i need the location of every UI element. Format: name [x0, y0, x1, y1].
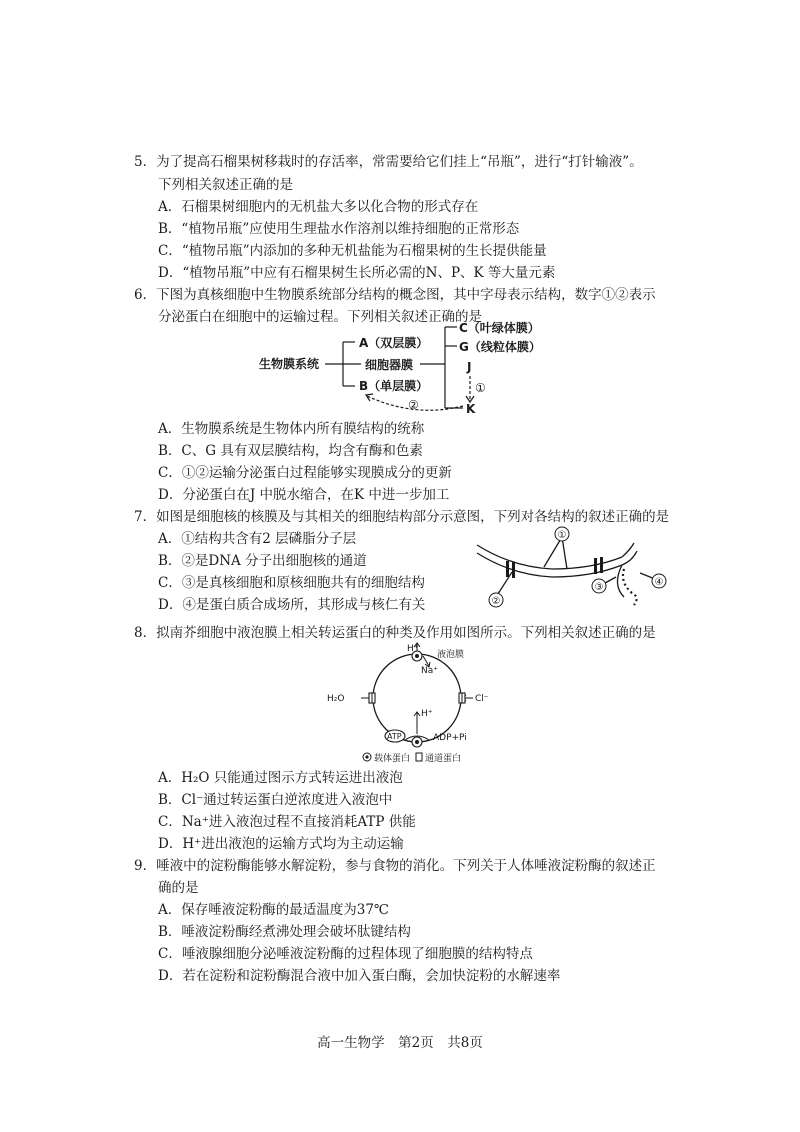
diagram6-a: A（双层膜） — [359, 336, 429, 350]
diagram8-legend-carrier: 载体蛋白 — [374, 754, 411, 764]
diagram6-organelle: 细胞器膜 — [365, 358, 414, 372]
q7-option-a: A．①结构共含有2 层磷脂分子层 — [158, 531, 357, 547]
diagram6-num2: ② — [408, 398, 419, 412]
diagram8-h-top: H⁺ — [407, 644, 419, 654]
diagram6-j: J — [467, 360, 472, 374]
diagram8-membrane: 液泡膜 — [437, 650, 465, 660]
diagram8-legend-channel: 通道蛋白 — [425, 754, 462, 764]
diagram6-k: K — [466, 402, 476, 416]
q7-stem-1: 7．如图是细胞核的核膜及与其相关的细胞结构部分示意图，下列对各结构的叙述正确的是 — [134, 509, 670, 525]
nuclear-envelope-diagram — [472, 525, 672, 610]
q9-option-d: D．若在淀粉和淀粉酶混合液中加入蛋白酶，会加快淀粉的水解速率 — [158, 968, 561, 984]
q7-option-b: B．②是DNA 分子出细胞核的通道 — [158, 553, 367, 569]
biomembrane-concept-diagram — [255, 318, 555, 418]
q8-option-d: D．H⁺进出液泡的运输方式均为主动运输 — [158, 836, 404, 852]
q9-option-a: A．保存唾液淀粉酶的最适温度为37℃ — [158, 902, 390, 918]
diagram7-label-3: ③ — [594, 582, 604, 593]
q5-option-c: C．“植物吊瓶”内添加的多种无机盐能为石榴果树的生长提供能量 — [158, 243, 547, 259]
q5-option-a: A．石榴果树细胞内的无机盐大多以化合物的形式存在 — [158, 199, 479, 215]
q9-option-b: B．唾液淀粉酶经煮沸处理会破坏肽键结构 — [158, 924, 411, 940]
diagram8-atp: ATP — [387, 732, 402, 741]
diagram6-root: 生物膜系统 — [259, 357, 320, 371]
diagram6-g: G（线粒体膜） — [459, 340, 541, 354]
page-footer: 高一生物学 第2页 共8页 — [317, 1035, 483, 1051]
diagram6-c: C（叶绿体膜） — [459, 321, 540, 335]
diagram8-cl: Cl⁻ — [475, 694, 489, 704]
q9-option-c: C．唾液腺细胞分泌唾液淀粉酶的过程体现了细胞膜的结构特点 — [158, 946, 533, 962]
diagram8-na: Na⁺ — [421, 666, 438, 676]
q8-option-a: A．H₂O 只能通过图示方式转运进出液泡 — [158, 770, 403, 786]
q6-option-d: D．分泌蛋白在J 中脱水缩合，在K 中进一步加工 — [158, 487, 450, 503]
q5-stem-2: 下列相关叙述正确的是 — [158, 177, 293, 193]
q6-stem-2: 分泌蛋白在细胞中的运输过程。下列相关叙述正确的是 — [158, 309, 482, 325]
q7-option-c: C．③是真核细胞和原核细胞共有的细胞结构 — [158, 575, 425, 591]
diagram6-num1: ① — [475, 381, 486, 395]
diagram8-adp: ADP+Pi — [433, 733, 467, 743]
q8-stem-1: 8．拟南芥细胞中液泡膜上相关转运蛋白的种类及作用如图所示。下列相关叙述正确的是 — [134, 625, 656, 641]
diagram7-label-1: ① — [557, 530, 567, 541]
diagram7-label-4: ④ — [654, 577, 664, 588]
q6-option-b: B．C、G 具有双层膜结构，均含有酶和色素 — [158, 443, 423, 459]
q9-stem-1: 9．唾液中的淀粉酶能够水解淀粉，参与食物的消化。下列关于人体唾液淀粉酶的叙述正 — [134, 858, 656, 874]
diagram6-b: B（单层膜） — [359, 379, 429, 393]
diagram7-label-2: ② — [491, 596, 501, 607]
vacuole-transport-diagram — [325, 642, 495, 764]
diagram8-h2o: H₂O — [327, 694, 345, 704]
q8-option-c: C．Na⁺进入液泡过程不直接消耗ATP 供能 — [158, 814, 416, 830]
q6-stem-1: 6．下图为真核细胞中生物膜系统部分结构的概念图，其中字母表示结构，数字①②表示 — [134, 287, 656, 303]
q7-option-d: D．④是蛋白质合成场所，其形成与核仁有关 — [158, 597, 426, 613]
q6-option-c: C．①②运输分泌蛋白过程能够实现膜成分的更新 — [158, 465, 452, 481]
q5-option-b: B．“植物吊瓶”应使用生理盐水作溶剂以维持细胞的正常形态 — [158, 221, 520, 237]
diagram8-h-mid: H⁺ — [421, 709, 433, 719]
q5-option-d: D．“植物吊瓶”中应有石榴果树生长所必需的N、P、K 等大量元素 — [158, 265, 556, 281]
q9-stem-2: 确的是 — [158, 880, 199, 896]
q8-option-b: B．Cl⁻通过转运蛋白逆浓度进入液泡中 — [158, 792, 393, 808]
q5-stem-1: 5．为了提高石榴果树移栽时的存活率，常需要给它们挂上“吊瓶”，进行“打针输液”。 — [134, 154, 643, 170]
q6-option-a: A．生物膜系统是生物体内所有膜结构的统称 — [158, 421, 425, 437]
